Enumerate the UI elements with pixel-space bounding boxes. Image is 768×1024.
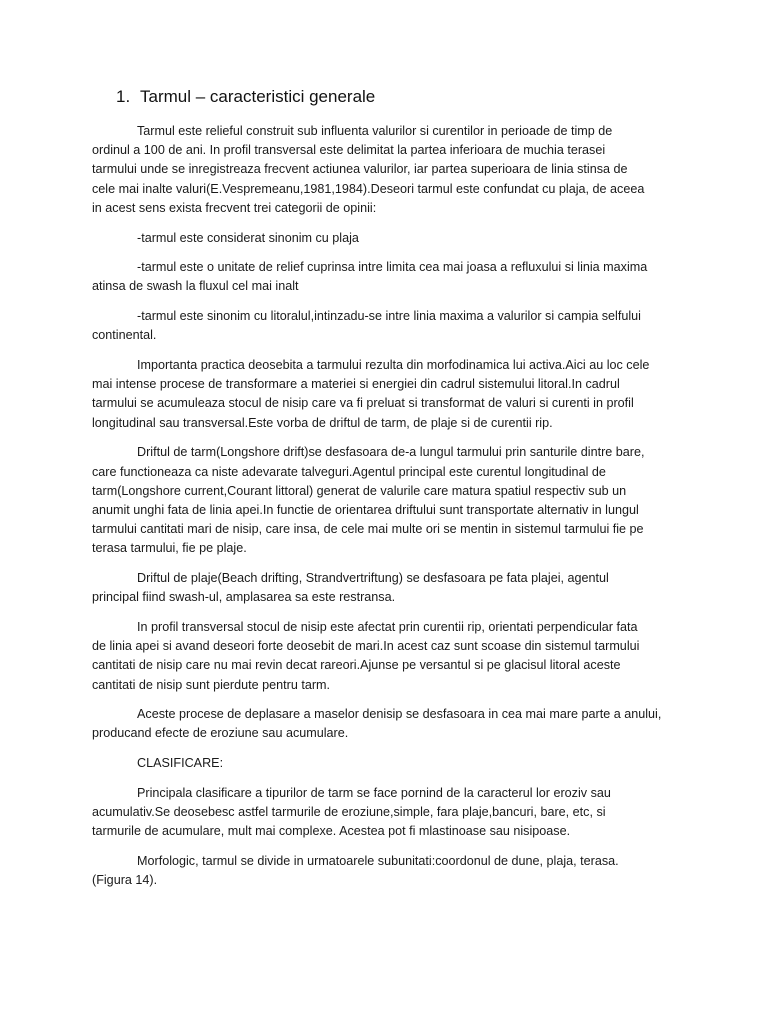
paragraph-line: acumulativ.Se deosebesc astfel tarmurile de eroziune,simple, fara plaje,bancuri, bare, etc, si [92,805,606,820]
paragraph [92,356,672,433]
paragraph-line: principal fiind swash-ul, amplasarea sa este restransa. [92,590,396,605]
paragraph [92,754,672,773]
paragraph-line: Tarmul este relieful construit sub influenta valurilor si curentilor in perioade de timp de [137,124,613,138]
paragraph [92,852,672,890]
heading-title: Tarmul – caracteristici generale [140,87,376,106]
paragraph-line: de linia apei si avand deseori forte deosebit de mari.In acest caz sunt scoase din sistemul tarmului [92,639,640,654]
paragraph-line: care functioneaza ca niste adevarate talveguri.Agentul principal este curentul longitudinal de [92,464,606,479]
paragraph [92,784,672,842]
heading-number: 1. [116,87,131,106]
paragraph-line: producand efecte de eroziune sau acumulare. [92,726,349,741]
paragraph-line: Driftul de plaje(Beach drifting, Strandvertriftung) se desfasoara pe fata plajei, agentul [137,571,609,586]
paragraph-line: cele mai inalte valuri(E.Vespremeanu,1981,1984).Deseori tarmul este confundat cu plaja, de aceea [92,181,645,196]
paragraph-line: mai intense procese de transformare a materiei si energiei din cadrul sistemului litoral.In cadrul [92,377,620,392]
paragraph-line: tarm(Longshore current,Courant littoral) generat de valurile care matura spatiul respectiv sub un [92,483,627,498]
paragraph-line: longitudinal sau transversal.Este vorba de driftul de tarm, de plaje si de curentii rip. [92,415,553,430]
paragraph-line: Driftul de tarm(Longshore drift)se desfasoara de-a lungul tarmului prin santurile dintre bare, [137,445,645,460]
paragraph-line: anumit unghi fata de linia apei.In functie de orientarea driftului sunt transportate alternativ in lungul [92,502,639,517]
paragraph-line: (Figura 14). [92,873,158,888]
paragraph-line: tarmului unde se inregistreaza frecvent actiunea valurilor, iar partea superioara de linia stinsa de [92,162,628,177]
paragraph-line: ordinul a 100 de ani. In profil transversal este delimitat la partea inferioara de muchia terasei [92,143,606,158]
paragraph-line: -tarmul este sinonim cu litoralul,intinzadu-se intre linia maxima a valurilor si campia selfului [137,309,641,324]
section-subheading: CLASIFICARE: [137,756,224,771]
paragraph-line: tarmului se acumuleaza stocul de nisip care va fi preluat si transformat de valuri si curenti in profil [92,396,634,411]
paragraph [92,307,672,345]
paragraph-line: in acest sens exista frecvent trei categorii de opinii: [92,200,377,215]
paragraph-line: Aceste procese de deplasare a maselor denisip se desfasoara in cea mai mare parte a anului, [137,707,662,722]
paragraph-line: tarmului cantitati mari de nisip, care insa, de cele mai multe ori se mentin in sistemul tarmului fie pe [92,522,644,537]
paragraph-line: tarmurile de acumulare, mult mai complexe. Acestea pot fi mlastinoase sau nisipoase. [92,824,571,839]
paragraph-line: continental. [92,328,157,343]
paragraph [92,443,672,558]
paragraph-line: -tarmul este considerat sinonim cu plaja [137,230,359,245]
paragraph [92,258,672,296]
paragraph-line: atinsa de swash la fluxul cel mai inalt [92,279,299,294]
section-heading [116,86,375,108]
paragraph-line: terasa tarmului, fie pe plaje. [92,541,247,556]
paragraph [92,705,672,743]
paragraph-line: In profil transversal stocul de nisip este afectat prin curentii rip, orientati perpendicular fata [137,619,638,634]
paragraph-line: cantitati de nisip care nu mai revin decat rareori.Ajunse pe versantul si pe glacisul litoral aceste [92,658,621,673]
paragraph-line: Morfologic, tarmul se divide in urmatoarele subunitati:coordonul de dune, plaja, terasa. [137,854,619,868]
paragraph-line: -tarmul este o unitate de relief cuprinsa intre limita cea mai joasa a refluxului si linia maxima [137,260,648,275]
paragraph-line: Importanta practica deosebita a tarmului rezulta din morfodinamica lui activa.Aici au loc cele [137,358,650,373]
paragraph [92,122,672,218]
paragraph-line: cantitati de nisip sunt pierdute pentru tarm. [92,677,331,692]
paragraph [92,229,672,248]
paragraph [92,618,672,695]
paragraph-line: Principala clasificare a tipurilor de tarm se face pornind de la caracterul lor eroziv sau [137,785,611,800]
paragraph [92,569,672,607]
document-body [92,122,672,901]
